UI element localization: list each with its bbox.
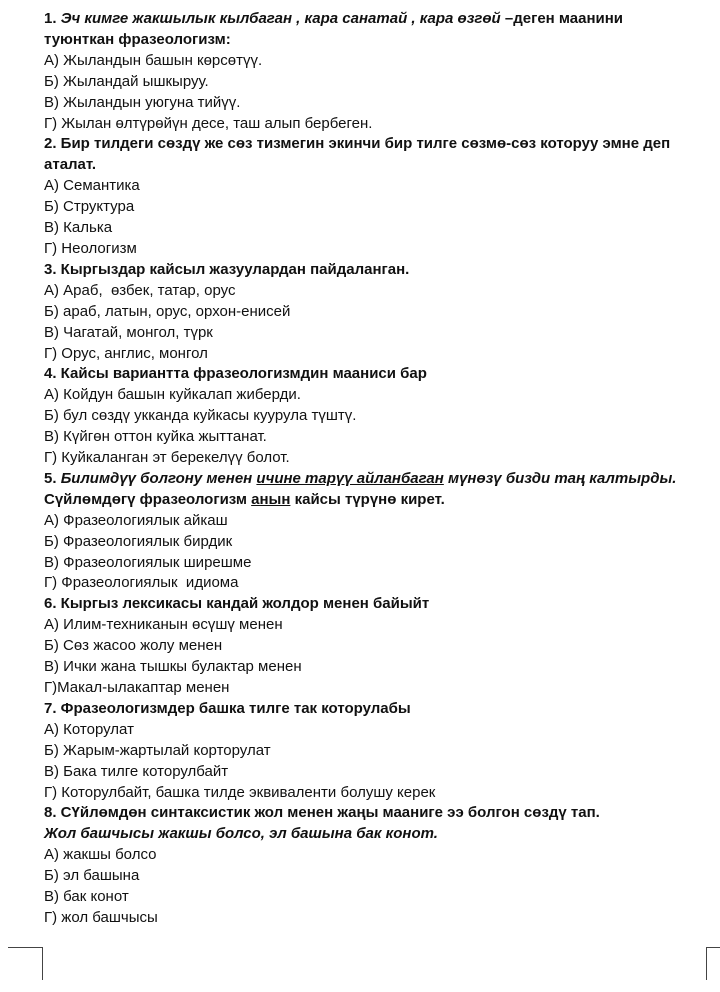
question-1-title: 1. Эч кимге жакшылык кылбаган , кара санатай , кара өзгөй –деген маанини xyxy=(44,10,624,27)
question-1-option-a: А) Жыландын башын көрсөтүү. xyxy=(44,51,263,69)
question-2-option-b: Б) Структура xyxy=(44,198,135,216)
question-4-option-d: Г) Куйкаланган эт берекелүү болот. xyxy=(44,449,290,467)
question-8-option-c: В) бак конот xyxy=(44,888,129,906)
question-4-option-c: В) Күйгөн оттон куйка жыттанат. xyxy=(44,428,267,446)
question-8-option-b: Б) эл башына xyxy=(44,867,140,885)
question-2-title: 2. Бир тилдеги сөздү же сөз тизмегин экинчи бир тилге сөзмө-сөз которуу эмне деп xyxy=(44,135,671,153)
question-7 xyxy=(44,699,704,804)
question-7-option-b: Б) Жарым-жартылай корторулат xyxy=(44,741,271,759)
question-8-option-d: Г) жол башчысы xyxy=(44,908,158,926)
question-5-underlined-phrase: ичине тарүү айланбаган xyxy=(256,469,444,487)
question-3 xyxy=(44,260,704,365)
question-6 xyxy=(44,594,704,699)
question-8-sentence: Жол башчысы жакшы болсо, эл башына бак конот. xyxy=(44,825,438,843)
question-2 xyxy=(44,134,704,259)
page-corner-mark-right xyxy=(706,947,720,980)
question-2-title-cont: аталат. xyxy=(44,156,97,174)
question-4 xyxy=(44,364,704,469)
question-6-option-a: А) Илим-техниканын өсүшү менен xyxy=(44,616,283,634)
question-3-title: 3. Кыргыздар кайсыл жазуулардан пайдаланган. xyxy=(44,260,410,278)
question-5-option-b: Б) Фразеологиялык бирдик xyxy=(44,532,233,550)
question-3-option-b: Б) араб, латын, орус, орхон-енисей xyxy=(44,302,291,320)
question-4-option-a: А) Койдун башын куйкалап жиберди. xyxy=(44,386,301,404)
question-6-title: 6. Кыргыз лексикасы кандай жолдор менен байыйт xyxy=(44,595,430,613)
question-3-option-d: Г) Орус, англис, монгол xyxy=(44,344,208,362)
question-6-option-b: Б) Сөз жасоо жолу менен xyxy=(44,637,223,655)
question-1 xyxy=(44,9,704,134)
question-4-option-b: Б) бул сөздү укканда куйкасы куурула түштү. xyxy=(44,407,357,425)
question-1-option-c: В) Жыландын уюгуна тийүү. xyxy=(44,93,241,111)
question-5-title-cont: Сүйлөмдөгү фразеологизм анын кайсы түрүнө кирет. xyxy=(44,490,445,508)
question-5-italic-text: Билимдүү болгону менен xyxy=(60,469,257,487)
question-3-option-a: А) Араб, өзбек, татар, орус xyxy=(44,281,236,299)
question-1-option-d: Г) Жылан өлтүрөйүн десе, таш алып бербеген. xyxy=(44,114,373,132)
question-5-option-d: Г) Фразеологиялык идиома xyxy=(44,574,239,592)
question-5-title: 5. Билимдүү болгону менен ичине тарүү айланбаган мүнөзү бизди таң калтырды. xyxy=(44,469,677,487)
question-8 xyxy=(44,803,704,928)
question-5 xyxy=(44,469,704,594)
question-8-option-a: А) жакшы болсо xyxy=(44,846,157,864)
question-5-underlined-word: анын xyxy=(251,490,291,508)
question-5-option-c: В) Фразеологиялык ширешме xyxy=(44,553,252,571)
question-2-option-a: А) Семантика xyxy=(44,177,140,195)
question-4-title: 4. Кайсы вариантта фразеологизмдин мааниси бар xyxy=(44,365,427,383)
question-7-option-a: А) Которулат xyxy=(44,720,134,738)
question-6-option-d: Г)Макал-ылакаптар менен xyxy=(44,679,230,696)
question-5-option-a: А) Фразеологиялык айкаш xyxy=(44,511,228,529)
question-list xyxy=(44,9,704,929)
question-7-title: 7. Фразеологизмдер башка тилге так которулабы xyxy=(44,699,411,717)
question-2-option-d: Г) Неологизм xyxy=(44,239,137,257)
page-corner-mark-left xyxy=(8,947,43,980)
question-7-option-d: Г) Которулбайт, башка тилде эквиваленти болушу керек xyxy=(44,783,436,801)
question-7-option-c: В) Бака тилге которулбайт xyxy=(44,762,229,780)
question-2-option-c: В) Калька xyxy=(44,219,113,237)
question-1-italic-text: Эч кимге жакшылык кылбаган , кара санатай , кара өзгөй xyxy=(60,10,505,27)
question-8-title: 8. СҮйлөмдөн синтаксистик жол менен жаңы мааниге ээ болгон сөздү тап. xyxy=(44,804,600,822)
question-1-option-b: Б) Жыландай ышкыруу. xyxy=(44,72,209,90)
question-1-title-cont: туюнткан фразеологизм: xyxy=(44,30,231,48)
question-3-option-c: В) Чагатай, монгол, түрк xyxy=(44,323,213,341)
question-6-option-c: В) Ички жана тышкы булактар менен xyxy=(44,658,302,676)
